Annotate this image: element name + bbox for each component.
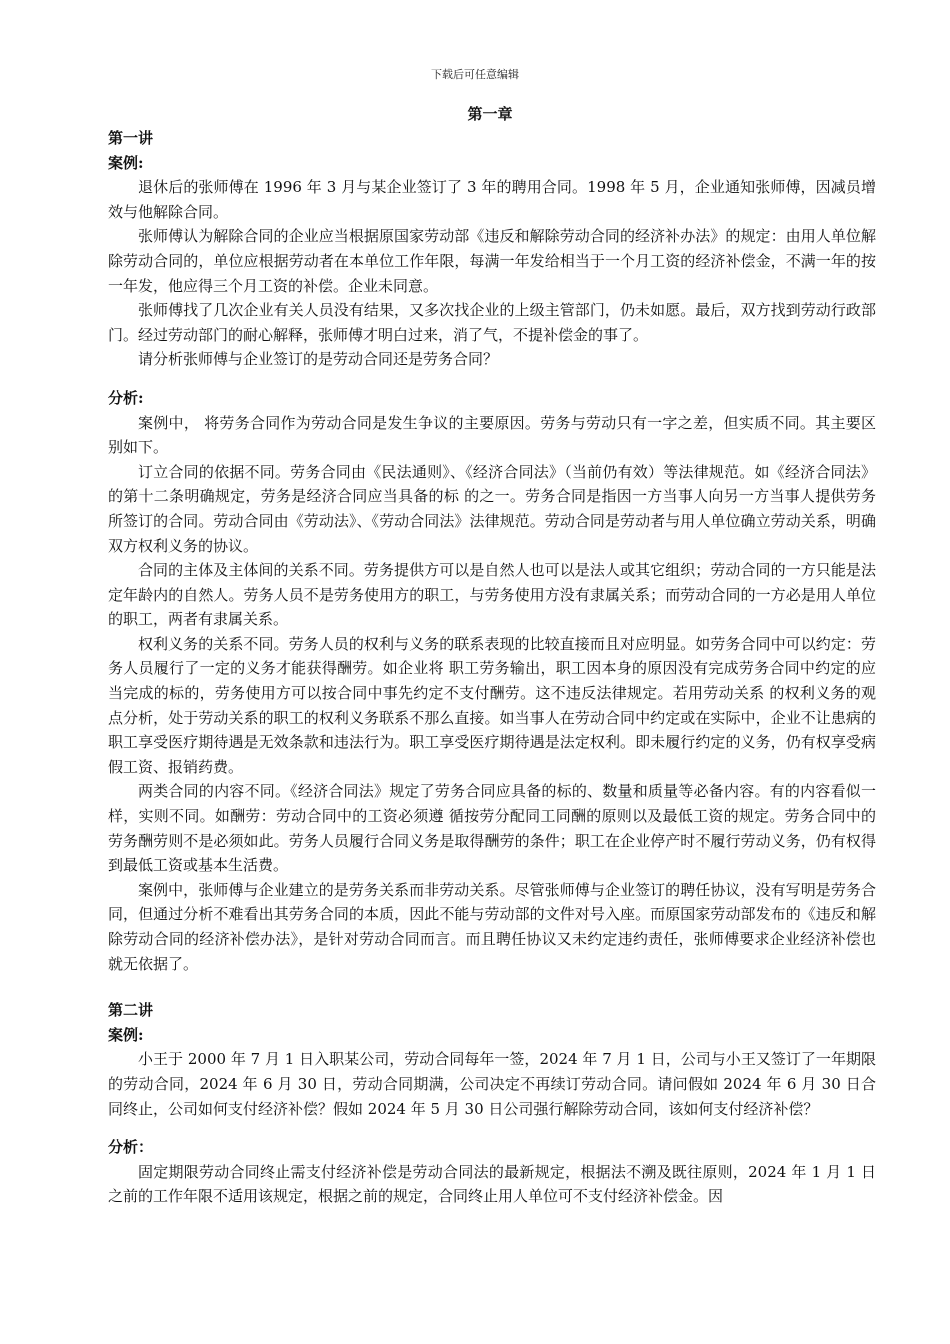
lecture-1-heading: 第一讲 — [108, 129, 154, 147]
spacer — [108, 976, 876, 998]
lecture-1-case-label: 案例: — [108, 153, 144, 172]
spacer — [108, 372, 876, 386]
lecture-1-case-paragraph: 退休后的张师傅在 1996 年 3 月与某企业签订了 3 年的聘用合同。1998 年 5 月，企业通知张师傅，因减员增效与他解除合同。 — [108, 178, 876, 221]
lecture-1-analysis-label: 分析: — [108, 388, 144, 407]
lecture-1-analysis-paragraph: 合同的主体及主体间的关系不同。劳务提供方可以是自然人也可以是法人或其它组织；劳动合同的一方只能是法定年龄内的自然人。劳务人员不是劳务使用方的职工，与劳务使用方没有隶属关系；而劳动合同的一方必是用人单位的职工，两者有隶属关系。 — [108, 561, 876, 629]
document-body — [108, 126, 876, 1209]
page-header: 下载后可任意编辑 — [431, 68, 519, 81]
lecture-2-heading: 第二讲 — [108, 1001, 154, 1020]
lecture-1-analysis-paragraph: 案例中，张师傅与企业建立的是劳务关系而非劳动关系。尽管张师傅与企业签订的聘任协议，没有写明是劳务合同，但通过分析不难看出其劳务合同的本质，因此不能与劳动部的文件对号入座。而原国家劳动部发布的《违反和解除劳动合同的经济补偿办法》，是针对劳动合同而言。而且聘任协议又未约定违约责任，张师傅要求企业经济补偿也就无依据了。 — [108, 880, 876, 973]
lecture-1-case-paragraph: 张师傅找了几次企业有关人员没有结果，又多次找企业的上级主管部门，仍未如愿。最后，双方找到劳动行政部门。经过劳动部门的耐心解释，张师傅才明白过来，消了气，不提补偿金的事了。 — [108, 301, 876, 344]
lecture-2-case-paragraph: 小王于 2000 年 7 月 1 日入职某公司，劳动合同每年一签，2024 年 7 月 1 日，公司与小王又签订了一年期限的劳动合同，2024 年 6 月 30 日，劳动合同期满，公司决定不再续订劳动合同。请问假如 2024 年 6 月 30 日合同终止，公司如何支付经济补偿？假如 2024 年 5 月 30 日公司强行解除劳动合同，该如何支付经济补偿？ — [108, 1050, 876, 1118]
lecture-1-question: 请分析张师傅与企业签订的是劳动合同还是劳务合同？ — [138, 350, 499, 369]
lecture-1-analysis-paragraph: 权利义务的关系不同。劳务人员的权利与义务的联系表现的比较直接而且对应明显。如劳务合同中可以约定：劳务人员履行了一定的义务才能获得酬劳。如企业将 职工劳务输出，职工因本身的原因没有完成劳务合同中约定的应当完成的标的，劳务使用方可以按合同中事先约定不支付酬劳。这不违反法律规定。若用劳动关系 的权利义务的观点分析，处于劳动关系的职工的权利义务联系不那么直接。如当事人在劳动合同中约定或在实际中，企业不让患病的职工享受医疗期待遇是无效条款和违法行为。职工享受医疗期待遇是法定权利。即未履行约定的义务，仍有权享受病假工资、报销药费。 — [108, 634, 876, 776]
lecture-1-analysis-paragraph: 案例中， 将劳务合同作为劳动合同是发生争议的主要原因。劳务与劳动只有一字之差，但实质不同。其主要区别如下。 — [108, 413, 876, 457]
lecture-2-analysis-label: 分析： — [108, 1138, 154, 1157]
lecture-2-case-label: 案例: — [108, 1025, 144, 1044]
lecture-1-case-paragraph: 张师傅认为解除合同的企业应当根据原国家劳动部《违反和解除劳动合同的经济补办法》的规定：由用人单位解除劳动合同的，单位应根据劳动者在本单位工作年限，每满一年发给相当于一个月工资的经济补偿金，不满一年的按一年发，他应得三个月工资的补偿。企业未同意。 — [108, 227, 876, 295]
spacer — [108, 1121, 876, 1135]
lecture-1-analysis-paragraph: 订立合同的依据不同。劳务合同由《民法通则》、《经济合同法》（当前仍有效）等法律规范。如《经济合同法》的第十二条明确规定，劳务是经济合同应当具备的标 的之一。劳务合同是指因一方当事人向另一方当事人提供劳务所签订的合同。劳动合同由《劳动法》、《劳动合同法》法律规范。劳动合同是劳动者与用人单位确立劳动关系，明确双方权利义务的协议。 — [108, 462, 876, 555]
chapter-title: 第一章 — [467, 105, 513, 123]
lecture-2-analysis-paragraph: 固定期限劳动合同终止需支付经济补偿是劳动合同法的最新规定，根据法不溯及既往原则，2024 年 1 月 1 日之前的工作年限不适用该规定，根据之前的规定，合同终止用人单位可不支付经济补偿金。因 — [108, 1162, 876, 1206]
lecture-1-analysis-paragraph: 两类合同的内容不同。《经济合同法》规定了劳务合同应具备的标的、数量和质量等必备内容。有的内容看似一样，实则不同。如酬劳：劳动合同中的工资必须遵 循按劳分配同工同酬的原则以及最低工资的规定。劳务合同中的劳务酬劳则不是必须如此。劳务人员履行合同义务是取得酬劳的条件；职工在企业停产时不履行劳动义务，仍有权得到最低工资或基本生活费。 — [108, 782, 876, 875]
